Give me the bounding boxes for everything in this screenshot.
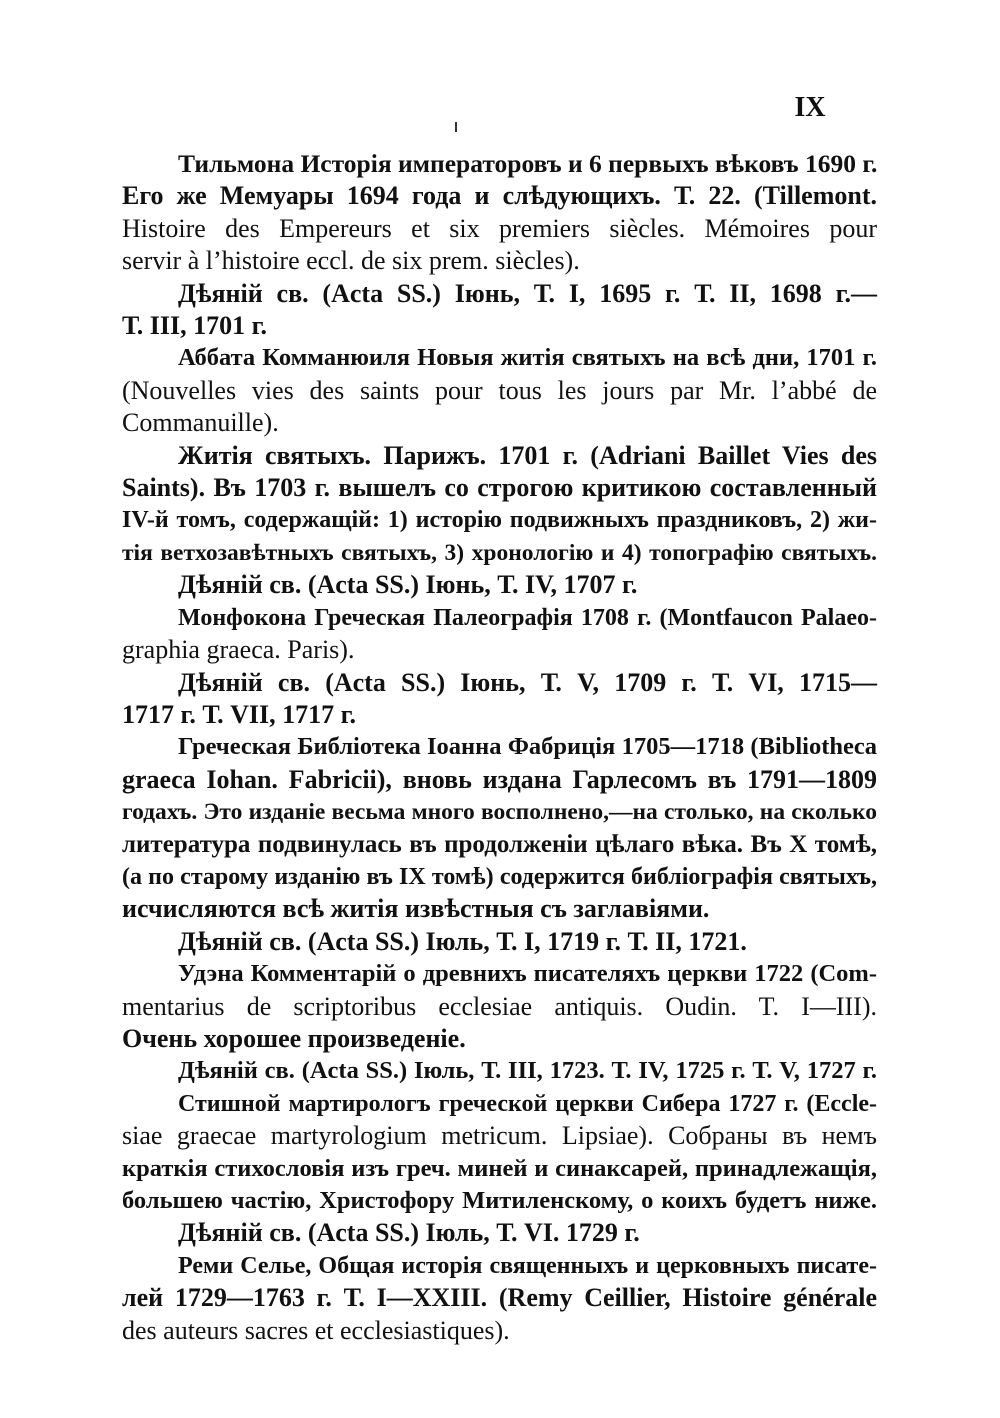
- text-line: Житія святыхъ. Парижъ. 1701 г. (Adriani Baillet Vies des: [178, 440, 877, 470]
- text-line: Commanuille).: [122, 408, 279, 438]
- text-line: (а по старому изданію въ IX томѣ) содержится библіографія святыхъ,: [122, 863, 877, 890]
- text-line: Дѣяній св. (Acta SS.) Іюль, Т. III, 1723. Т. IV, 1725 г. Т. V, 1727 г.: [178, 1057, 877, 1085]
- text-line: Очень хорошее произведеніе.: [122, 1023, 466, 1053]
- text-line: Тильмона Исторія императоровъ и 6 первыхъ вѣковъ 1690 г.: [178, 149, 878, 178]
- bibliography-text: [122, 148, 877, 1347]
- text-line: Дѣяній св. (Acta SS.) Іюнь, Т. I, 1695 г. Т. II, 1698 г.—: [178, 278, 877, 308]
- text-line: лей 1729—1763 г. Т. I—XXIII. (Remy Ceillier, Histoire générale: [122, 1283, 877, 1313]
- page-number: IX: [794, 92, 826, 123]
- text-line: Аббата Комманюиля Новыя житія святыхъ на всѣ дни, 1701 г.: [178, 344, 877, 372]
- text-line: 1717 г. Т. VII, 1717 г.: [122, 699, 356, 729]
- text-line: Греческая Библіотека Іоанна Фабриція 1705—1718 (Bibliotheca: [178, 733, 877, 761]
- text-line: Histoire des Empereurs et six premiers siècles. Mémoires pour: [122, 213, 877, 243]
- text-line: годахъ. Это изданіе весьма много восполнено,—на столько, на сколько: [122, 799, 877, 826]
- text-line: Стишной мартирологъ греческой церкви Сибера 1727 г. (Eccle-: [178, 1090, 877, 1117]
- text-line: des auteurs sacres et ecclesiastiques).: [122, 1315, 510, 1345]
- text-line: Т. III, 1701 г.: [122, 311, 267, 341]
- text-line: (Nouvelles vies des saints pour tous les jours par Mr. l’abbé de: [122, 375, 877, 405]
- text-line: servir à l’histoire eccl. de six prem. siècles).: [122, 246, 580, 276]
- text-line: краткія стихословія изъ греч. миней и синаксарей, принадлежащія,: [122, 1154, 877, 1182]
- text-line: Дѣяній св. (Acta SS.) Іюль, Т. I, 1719 г. Т. II, 1721.: [178, 926, 747, 956]
- text-line: IV-й томъ, содержащій: 1) исторію подвижныхъ праздниковъ, 2) жи-: [122, 507, 877, 534]
- text-line: литература подвинулась въ продолженіи цѣлаго вѣка. Въ X томѣ,: [122, 830, 877, 858]
- ink-mark: [455, 122, 457, 132]
- text-line: graphia graeca. Paris).: [122, 635, 355, 665]
- text-line: Монфокона Греческая Палеографія 1708 г. (Montfaucon Palaeo-: [178, 604, 877, 631]
- text-line: mentarius de scriptoribus ecclesiae antiquis. Oudin. T. I—III).: [122, 991, 877, 1021]
- text-line: Дѣяній св. (Acta SS.) Іюнь, Т. IV, 1707 г.: [178, 570, 638, 600]
- text-line: Удэна Комментарій о древнихъ писателяхъ церкви 1722 (Com-: [178, 960, 877, 988]
- text-line: большею частію, Христофору Митиленскому, о коихъ будетъ ниже.: [122, 1187, 877, 1214]
- text-line: Его же Мемуары 1694 года и слѣдующихъ. Т. 22. (Tillemont.: [122, 181, 877, 211]
- text-line: Реми Селье, Общая исторія священныхъ и церковныхъ писате-: [178, 1252, 877, 1279]
- text-line: исчисляются всѣ житія извѣстныя съ заглавіями.: [122, 894, 710, 924]
- text-line: graeca Iohan. Fabricii), вновь издана Гарлесомъ въ 1791—1809: [122, 764, 877, 794]
- text-line: siae graecae martyrologium metricum. Lipsiae). Собраны въ немъ: [122, 1121, 877, 1151]
- text-line: Дѣяній св. (Acta SS.) Іюль, Т. VI. 1729 г.: [178, 1218, 640, 1248]
- text-line: Дѣяній св. (Acta SS.) Іюнь, Т. V, 1709 г. Т. VI, 1715—: [178, 667, 877, 697]
- text-line: Saints). Въ 1703 г. вышелъ со строгою критикою составленный: [122, 473, 877, 503]
- text-line: тія ветхозавѣтныхъ святыхъ, 3) хронологію и 4) топографію святыхъ.: [122, 539, 877, 566]
